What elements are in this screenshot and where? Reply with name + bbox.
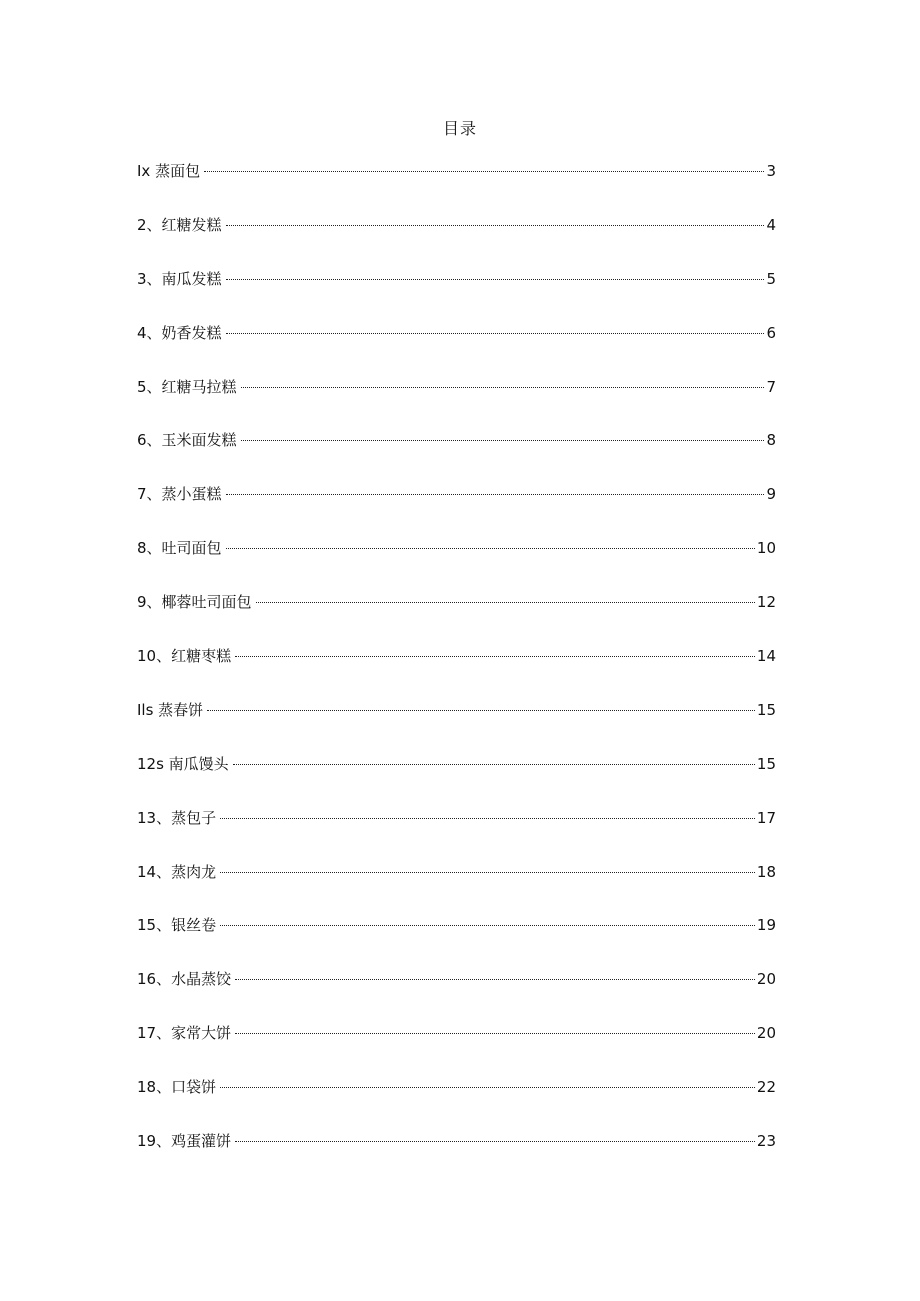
toc-entry[interactable] xyxy=(137,968,776,1022)
toc-entry-label: 13、蒸包子 xyxy=(137,808,217,827)
toc-entry-label: 5、红糖马拉糕 xyxy=(137,377,237,396)
toc-entry[interactable] xyxy=(137,914,776,968)
toc-entry[interactable] xyxy=(137,645,776,699)
toc-entry-label: Ix 蒸面包 xyxy=(137,162,201,180)
toc-entry-page-number: 3 xyxy=(766,162,776,180)
toc-entry-page-number: 6 xyxy=(766,323,776,342)
toc-entry-page-number: 18 xyxy=(756,862,776,881)
toc-entry-label: 16、水晶蒸饺 xyxy=(137,970,232,989)
dot-leader xyxy=(235,1033,755,1034)
toc-entry-label: 7、蒸小蛋糕 xyxy=(137,485,222,504)
toc-entry-page-number: 7 xyxy=(766,377,776,396)
toc-entry[interactable] xyxy=(137,376,776,430)
toc-entry-page-number: 17 xyxy=(756,808,776,827)
dot-leader xyxy=(226,279,765,280)
toc-entry[interactable] xyxy=(137,861,776,915)
toc-entry[interactable] xyxy=(137,160,776,214)
dot-leader xyxy=(220,1087,755,1088)
toc-entry[interactable] xyxy=(137,322,776,376)
toc-entry-page-number: 9 xyxy=(766,485,776,504)
toc-entry-label: 12s 南瓜馒头 xyxy=(137,754,229,773)
toc-entry-page-number: 23 xyxy=(756,1132,776,1151)
toc-entry-page-number: 5 xyxy=(766,269,776,288)
toc-entry-page-number: 14 xyxy=(756,647,776,666)
toc-entry-page-number: 19 xyxy=(756,916,776,935)
dot-leader xyxy=(220,818,755,819)
toc-entry-page-number: 12 xyxy=(756,593,776,612)
toc-entry[interactable] xyxy=(137,483,776,537)
toc-entry-label: 3、南瓜发糕 xyxy=(137,269,222,288)
toc-entry[interactable] xyxy=(137,268,776,322)
toc-entry-label: 6、玉米面发糕 xyxy=(137,431,237,450)
toc-entry[interactable] xyxy=(137,1022,776,1076)
dot-leader xyxy=(241,387,765,388)
dot-leader xyxy=(235,979,755,980)
dot-leader xyxy=(241,440,765,441)
toc-entry[interactable] xyxy=(137,807,776,861)
dot-leader xyxy=(226,494,765,495)
dot-leader xyxy=(233,764,755,765)
dot-leader xyxy=(220,925,755,926)
toc-entry-label: 10、红糖枣糕 xyxy=(137,647,232,666)
toc-entry-page-number: 22 xyxy=(756,1078,776,1097)
toc-entry-label: 19、鸡蛋灌饼 xyxy=(137,1132,232,1151)
toc-entry-label: 14、蒸肉龙 xyxy=(137,862,217,881)
toc-entry-page-number: 8 xyxy=(766,431,776,450)
dot-leader xyxy=(226,333,765,334)
toc-entry-label: 9、椰蓉吐司面包 xyxy=(137,593,252,612)
dot-leader xyxy=(256,602,755,603)
toc-list xyxy=(137,160,776,1184)
toc-entry[interactable] xyxy=(137,537,776,591)
toc-entry-label: 18、口袋饼 xyxy=(137,1078,217,1097)
toc-entry-label: 4、奶香发糕 xyxy=(137,323,222,342)
toc-entry-label: 17、家常大饼 xyxy=(137,1024,232,1043)
toc-entry-label: 15、银丝卷 xyxy=(137,916,217,935)
toc-entry-page-number: 15 xyxy=(756,754,776,773)
toc-entry[interactable] xyxy=(137,1076,776,1130)
toc-entry-page-number: 20 xyxy=(756,970,776,989)
toc-entry[interactable] xyxy=(137,429,776,483)
dot-leader xyxy=(220,872,755,873)
toc-title: 目录 xyxy=(442,119,477,138)
toc-entry-label: Ils 蒸春饼 xyxy=(137,700,204,719)
toc-entry[interactable] xyxy=(137,1130,776,1184)
toc-entry-page-number: 10 xyxy=(756,539,776,558)
toc-entry-label: 8、吐司面包 xyxy=(137,539,222,558)
dot-leader xyxy=(235,1141,755,1142)
toc-entry[interactable] xyxy=(137,591,776,645)
toc-entry-page-number: 4 xyxy=(766,215,776,234)
dot-leader xyxy=(226,225,765,226)
dot-leader xyxy=(226,548,755,549)
toc-entry[interactable] xyxy=(137,753,776,807)
toc-entry[interactable] xyxy=(137,699,776,753)
dot-leader xyxy=(207,710,755,711)
dot-leader xyxy=(204,171,764,172)
toc-entry[interactable] xyxy=(137,214,776,268)
dot-leader xyxy=(235,656,755,657)
toc-entry-label: 2、红糖发糕 xyxy=(137,215,222,234)
toc-entry-page-number: 15 xyxy=(756,700,776,719)
toc-entry-page-number: 20 xyxy=(756,1024,776,1043)
